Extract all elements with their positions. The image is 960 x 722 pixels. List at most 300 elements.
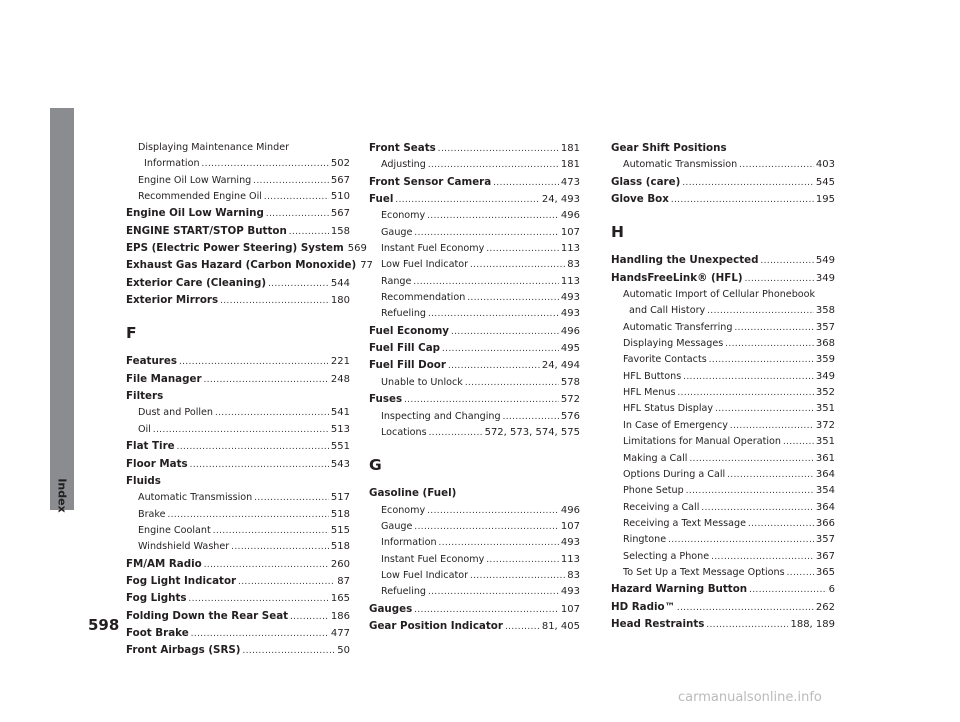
index-subentry (369, 409, 580, 425)
entry-label: Information (144, 158, 200, 170)
entry-label: Making a Call (623, 452, 688, 464)
dot-leader (493, 175, 559, 191)
index-entry (126, 292, 350, 309)
entry-label: Foot Brake (126, 626, 189, 639)
index-entry (369, 601, 580, 618)
dot-leader (395, 192, 539, 208)
index-subentry (126, 523, 350, 539)
entry-label: Handling the Unexpected (611, 254, 759, 267)
index-entry (611, 581, 835, 598)
entry-page-ref: 517 (330, 492, 350, 504)
entry-page-ref: 569 (347, 243, 367, 255)
dot-leader (748, 516, 814, 532)
entry-label: File Manager (126, 372, 202, 385)
index-entry (611, 270, 835, 287)
entry-page-ref: 349 (815, 370, 835, 382)
entry-label: Fuel Economy (369, 324, 450, 337)
entry-page-ref: 496 (560, 325, 580, 337)
index-entry (126, 223, 350, 240)
entry-page-ref: 262 (815, 601, 835, 613)
index-entry (126, 438, 350, 455)
index-entry (126, 371, 350, 388)
dot-leader (787, 565, 814, 581)
dot-leader (414, 602, 559, 618)
dot-leader (707, 303, 814, 319)
entry-page-ref: 357 (815, 321, 835, 333)
dot-leader (451, 324, 559, 340)
entry-page-ref: 83 (567, 259, 580, 271)
dot-leader (253, 173, 329, 189)
entry-label: Fog Lights (126, 592, 187, 605)
dot-leader (686, 483, 814, 499)
entry-page-ref: 349 (815, 272, 835, 284)
dot-leader (706, 617, 788, 633)
entry-page-ref: 543 (330, 458, 350, 470)
entry-label: Dust and Pollen (138, 407, 214, 419)
index-side-tab-label-wrap (52, 477, 72, 513)
index-subentry (611, 369, 835, 385)
dot-leader (505, 619, 540, 635)
entry-page-ref: 368 (815, 338, 835, 350)
dot-leader (190, 457, 329, 473)
entry-label: Ringtone (623, 534, 667, 546)
index-side-tab-label: Index (55, 477, 69, 513)
entry-label: Economy (381, 210, 426, 222)
dot-leader (725, 336, 814, 352)
entry-label: Locations (381, 426, 427, 438)
entry-page-ref: 477 (330, 627, 350, 639)
entry-page-ref: 165 (330, 593, 350, 605)
entry-label: Range (381, 275, 412, 287)
dot-leader (783, 434, 814, 450)
entry-label: Low Fuel Indicator (381, 259, 469, 271)
section-letter: G (369, 456, 382, 475)
index-subentry (369, 535, 580, 551)
entry-label: HD Radio™ (611, 600, 675, 613)
dot-leader (238, 574, 335, 590)
entry-page-ref: 518 (330, 508, 350, 520)
index-subentry (369, 584, 580, 600)
entry-label: Features (126, 355, 177, 368)
dot-leader (266, 206, 329, 222)
dot-leader (439, 535, 559, 551)
entry-page-ref: 567 (330, 174, 350, 186)
entry-label: Windshield Washer (138, 541, 230, 553)
entry-page-ref: 576 (560, 410, 580, 422)
index-subentry (126, 173, 350, 189)
dot-leader (734, 320, 813, 336)
watermark: carmanualsonline.info (678, 690, 822, 705)
index-subentry (611, 434, 835, 450)
entry-page-ref: 359 (815, 354, 835, 366)
entry-page-ref: 366 (815, 517, 835, 529)
index-entry (126, 257, 373, 274)
entry-label: Instant Fuel Economy (381, 553, 485, 565)
index-subentry (369, 568, 580, 584)
index-subentry (126, 507, 350, 523)
index-subentry (611, 565, 835, 581)
dot-leader (683, 369, 814, 385)
index-subentry (126, 539, 350, 555)
dot-leader (465, 375, 559, 391)
index-entry (369, 357, 580, 374)
index-subentry (126, 405, 350, 421)
index-subentry (126, 422, 350, 438)
entry-page-ref: 113 (560, 275, 580, 287)
index-entry (611, 174, 835, 191)
entry-page-ref: 403 (815, 159, 835, 171)
dot-leader (486, 552, 559, 568)
dot-leader (204, 372, 329, 388)
entry-page-ref: 549 (815, 255, 835, 267)
index-entry (611, 140, 835, 157)
entry-page-ref: 515 (330, 524, 350, 536)
entry-label: Fuel Fill Door (369, 359, 446, 372)
dot-leader (739, 157, 814, 173)
index-subentry (611, 500, 835, 516)
dot-leader (668, 532, 814, 548)
dot-leader (470, 568, 565, 584)
dot-leader (429, 425, 483, 441)
entry-page-ref: 493 (560, 292, 580, 304)
entry-label: Automatic Import of Cellular Phonebook (623, 289, 816, 301)
index-column-3 (611, 140, 835, 633)
entry-label: Recommendation (381, 292, 466, 304)
index-side-tab (50, 108, 74, 513)
dot-leader (427, 208, 559, 224)
entry-page-ref: 364 (815, 468, 835, 480)
index-subentry (369, 208, 580, 224)
section-letter: H (611, 223, 624, 242)
entry-label: Limitations for Manual Operation (623, 436, 781, 448)
entry-page-ref: 367 (815, 550, 835, 562)
entry-page-ref: 24, 493 (541, 194, 580, 206)
entry-page-ref: 572, 573, 574, 575 (484, 426, 580, 438)
entry-label: Favorite Contacts (623, 354, 707, 366)
index-entry (126, 353, 350, 370)
entry-page-ref: 372 (815, 419, 835, 431)
entry-page-ref: 260 (330, 558, 350, 570)
dot-leader (215, 405, 329, 421)
entry-label: Gauge (381, 226, 413, 238)
index-entry (126, 573, 350, 590)
entry-page-ref: 493 (560, 308, 580, 320)
entry-label: Gear Position Indicator (369, 619, 503, 632)
dot-leader (438, 141, 559, 157)
entry-label: Exterior Mirrors (126, 294, 219, 307)
entry-label: Fuel (369, 193, 394, 206)
entry-label: Brake (138, 508, 166, 520)
dot-leader (414, 225, 559, 241)
dot-leader (231, 539, 329, 555)
entry-label: Fluids (126, 474, 161, 487)
entry-label: and Call History (629, 305, 706, 317)
entry-label: Recommended Engine Oil (138, 191, 262, 203)
entry-page-ref: 518 (330, 541, 350, 553)
entry-label: Receiving a Text Message (623, 517, 746, 529)
entry-page-ref: 513 (330, 423, 350, 435)
entry-label: Engine Oil Low Warning (138, 174, 252, 186)
entry-label: Displaying Maintenance Minder (138, 142, 290, 153)
dot-leader (715, 401, 814, 417)
entry-page-ref: 181 (560, 159, 580, 171)
entry-page-ref: 107 (560, 603, 580, 615)
entry-label: Economy (381, 504, 426, 516)
entry-page-ref: 6 (828, 584, 835, 596)
index-entry (369, 618, 580, 635)
dot-leader (168, 507, 329, 523)
entry-page-ref: 351 (815, 403, 835, 415)
index-subentry (369, 257, 580, 273)
index-subentry (611, 451, 835, 467)
dot-leader (701, 500, 814, 516)
page-number: 598 (88, 616, 120, 634)
entry-label: Unable to Unlock (381, 376, 463, 388)
index-subentry (611, 385, 835, 401)
entry-page-ref: 180 (330, 295, 350, 307)
entry-page-ref: 158 (330, 225, 350, 237)
entry-page-ref: 361 (815, 452, 835, 464)
dot-leader (677, 600, 814, 616)
entry-page-ref: 358 (815, 305, 835, 317)
dot-leader (243, 643, 336, 659)
entry-page-ref: 87 (337, 575, 350, 587)
entry-label: Head Restraints (611, 617, 705, 630)
dot-leader (153, 422, 329, 438)
entry-label: Exterior Care (Cleaning) (126, 276, 267, 289)
entry-page-ref: 195 (815, 194, 835, 206)
index-subentry (611, 516, 835, 532)
entry-label: Instant Fuel Economy (381, 243, 485, 255)
index-entry (369, 323, 580, 340)
entry-label: HFL Status Display (623, 403, 714, 415)
dot-leader (254, 490, 329, 506)
dot-leader (427, 503, 559, 519)
index-subentry (611, 352, 835, 368)
index-entry (126, 473, 350, 490)
entry-label: Inspecting and Changing (381, 410, 501, 422)
entry-page-ref: 544 (330, 277, 350, 289)
entry-page-ref: 83 (567, 569, 580, 581)
dot-leader (404, 392, 559, 408)
entry-page-ref: 113 (560, 243, 580, 255)
entry-label: To Set Up a Text Message Options (623, 566, 785, 578)
entry-page-ref: 541 (330, 407, 350, 419)
dot-leader (191, 626, 329, 642)
entry-label: Folding Down the Rear Seat (126, 609, 289, 622)
index-entry (126, 590, 350, 607)
entry-label: Gasoline (Fuel) (369, 487, 457, 500)
index-entry (126, 275, 350, 292)
entry-label: HFL Buttons (623, 370, 682, 382)
dot-leader (220, 293, 329, 309)
entry-page-ref: 473 (560, 176, 580, 188)
entry-page-ref: 188, 189 (790, 618, 835, 630)
entry-page-ref: 24, 494 (541, 360, 580, 372)
dot-leader (448, 358, 540, 374)
index-entry (126, 625, 350, 642)
entry-label: Front Seats (369, 142, 436, 154)
dot-leader (503, 409, 559, 425)
index-entry (126, 240, 367, 257)
index-entry (126, 205, 350, 222)
dot-leader (428, 584, 559, 600)
dot-leader (442, 341, 559, 357)
entry-label: Exhaust Gas Hazard (Carbon Monoxide) (126, 259, 357, 272)
entry-label: EPS (Electric Power Steering) System (126, 242, 344, 255)
index-subentry (369, 157, 580, 173)
entry-page-ref: 248 (330, 373, 350, 385)
index-entry (369, 174, 580, 191)
dot-leader (189, 591, 329, 607)
dot-leader (428, 157, 559, 173)
dot-leader (290, 609, 329, 625)
dot-leader (413, 274, 558, 290)
entry-label: FM/AM Radio (126, 557, 202, 570)
index-subentry (611, 401, 835, 417)
index-subentry (369, 375, 580, 391)
dot-leader (414, 519, 559, 535)
entry-label: In Case of Emergency (623, 419, 728, 431)
dot-leader (268, 276, 329, 292)
dot-leader (671, 192, 814, 208)
index-column-2 (369, 140, 580, 635)
entry-page-ref: 545 (815, 176, 835, 188)
entry-label: Gear Shift Positions (611, 142, 727, 154)
entry-label: Engine Coolant (138, 524, 211, 536)
dot-leader (727, 467, 814, 483)
entry-page-ref: 81, 405 (541, 620, 580, 632)
entry-page-ref: 493 (560, 586, 580, 598)
index-subentry (369, 225, 580, 241)
entry-page-ref: 352 (815, 387, 835, 399)
entry-label: Phone Setup (623, 485, 684, 497)
entry-page-ref: 495 (560, 343, 580, 355)
index-subentry (611, 320, 835, 336)
dot-leader (749, 582, 826, 598)
entry-label: HandsFreeLink® (HFL) (611, 271, 743, 284)
entry-page-ref: 186 (330, 610, 350, 622)
entry-label: Front Sensor Camera (369, 175, 492, 188)
entry-page-ref: 50 (337, 645, 350, 657)
dot-leader (467, 290, 559, 306)
entry-label: Low Fuel Indicator (381, 569, 469, 581)
dot-leader (709, 352, 814, 368)
index-subentry (369, 503, 580, 519)
index-entry (611, 599, 835, 616)
index-subentry (369, 519, 580, 535)
entry-label: Fog Light Indicator (126, 574, 237, 587)
entry-page-ref: 351 (815, 436, 835, 448)
entry-page-ref: 502 (330, 158, 350, 170)
index-subentry (369, 241, 580, 257)
entry-label: Automatic Transferring (623, 321, 733, 333)
entry-label: Glove Box (611, 193, 669, 206)
entry-label: Engine Oil Low Warning (126, 207, 264, 220)
dot-leader (682, 175, 814, 191)
entry-label: ENGINE START/STOP Button (126, 224, 287, 237)
dot-leader (761, 253, 814, 269)
entry-label: Flat Tire (126, 440, 175, 453)
index-subentry (126, 156, 350, 172)
entry-label: Selecting a Phone (623, 550, 710, 562)
entry-page-ref: 496 (560, 504, 580, 516)
dot-leader (711, 549, 814, 565)
entry-label: Options During a Call (623, 468, 726, 480)
entry-label: Automatic Transmission (623, 159, 738, 171)
index-entry (369, 340, 580, 357)
entry-label: Glass (care) (611, 175, 681, 188)
index-subentry (611, 303, 835, 319)
entry-page-ref: 510 (330, 191, 350, 203)
entry-label: Gauge (381, 520, 413, 532)
entry-page-ref: 567 (330, 208, 350, 220)
dot-leader (204, 557, 329, 573)
entry-page-ref: 107 (560, 226, 580, 238)
index-entry (611, 191, 835, 208)
entry-page-ref: 354 (815, 485, 835, 497)
entry-page-ref: 221 (330, 356, 350, 368)
dot-leader (730, 418, 814, 434)
dot-leader (428, 306, 559, 322)
dot-leader (677, 385, 813, 401)
entry-page-ref: 572 (560, 394, 580, 406)
entry-label: Automatic Transmission (138, 492, 253, 504)
entry-page-ref: 107 (560, 520, 580, 532)
index-entry (611, 252, 835, 269)
entry-page-ref: 77 (360, 260, 373, 272)
dot-leader (745, 271, 814, 287)
index-entry (126, 556, 350, 573)
entry-page-ref: 551 (330, 441, 350, 453)
dot-leader (264, 189, 329, 205)
index-column-1 (126, 140, 373, 660)
index-subentry (611, 418, 835, 434)
index-entry (126, 642, 350, 659)
index-subentry (369, 274, 580, 290)
index-subentry (369, 306, 580, 322)
entry-page-ref: 181 (560, 143, 580, 154)
index-subentry (369, 290, 580, 306)
index-entry (369, 191, 580, 208)
index-entry (369, 485, 580, 502)
index-subentry (611, 483, 835, 499)
index-subentry (611, 287, 835, 303)
entry-label: Hazard Warning Button (611, 583, 748, 596)
index-subentry (126, 189, 350, 205)
dot-leader (289, 224, 329, 240)
entry-label: Gauges (369, 602, 413, 615)
dot-leader (213, 523, 329, 539)
index-subentry (611, 549, 835, 565)
index-subentry (611, 157, 835, 173)
index-subentry (369, 552, 580, 568)
index-subentry (611, 467, 835, 483)
entry-label: HFL Menus (623, 387, 676, 399)
entry-page-ref: 365 (815, 566, 835, 578)
entry-label: Receiving a Call (623, 501, 700, 513)
entry-label: Refueling (381, 586, 426, 598)
index-subentry (126, 140, 350, 156)
dot-leader (470, 257, 565, 273)
dot-leader (202, 156, 329, 172)
index-entry (369, 140, 580, 157)
section-letter: F (126, 324, 137, 343)
index-entry (126, 608, 350, 625)
entry-label: Displaying Messages (623, 338, 724, 350)
entry-label: Front Airbags (SRS) (126, 644, 241, 657)
entry-label: Filters (126, 390, 164, 403)
